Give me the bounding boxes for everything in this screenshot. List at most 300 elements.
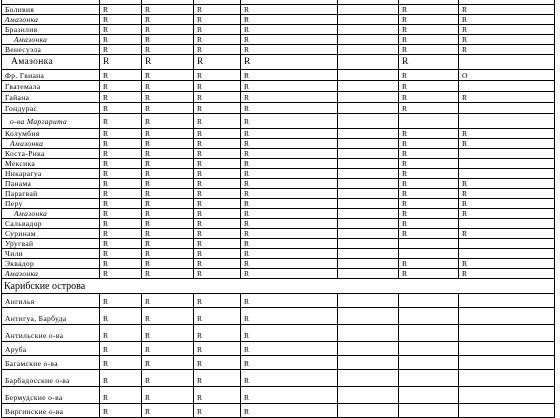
mark-cell: R [100, 159, 142, 169]
table-body-americas [2, 0, 555, 279]
country-name-cell: Антигуа, Барбуда [2, 308, 100, 325]
mark-cell: R [399, 129, 459, 139]
mark-cell: R [194, 209, 241, 219]
mark-cell: R [100, 35, 142, 45]
table-row [2, 81, 555, 92]
mark-cell [338, 5, 399, 15]
mark-cell [338, 387, 399, 404]
mark-cell: R [241, 239, 338, 249]
country-name-cell: Панама [2, 179, 100, 189]
mark-cell: R [142, 114, 194, 129]
table-row [2, 149, 555, 159]
mark-cell: R [194, 45, 241, 55]
mark-cell [399, 370, 459, 387]
mark-cell [459, 159, 555, 169]
mark-cell: R [241, 219, 338, 229]
mark-cell: R [142, 249, 194, 259]
table-row [2, 92, 555, 103]
mark-cell [338, 159, 399, 169]
mark-cell [338, 114, 399, 129]
mark-cell: R [459, 5, 555, 15]
table-row [2, 404, 555, 418]
table-row [2, 387, 555, 404]
mark-cell: R [194, 387, 241, 404]
mark-cell: R [100, 404, 142, 418]
mark-cell: R [241, 92, 338, 103]
mark-cell: R [100, 149, 142, 159]
mark-cell: R [241, 179, 338, 189]
mark-cell: R [241, 404, 338, 418]
mark-cell [338, 189, 399, 199]
mark-cell: R [142, 45, 194, 55]
mark-cell [338, 370, 399, 387]
mark-cell: R [399, 5, 459, 15]
mark-cell: R [142, 356, 194, 370]
mark-cell: R [241, 209, 338, 219]
mark-cell [459, 294, 555, 308]
country-name-cell: Гайана [2, 92, 100, 103]
country-name-cell: Амазонка [2, 55, 100, 70]
mark-cell: R [241, 25, 338, 35]
mark-cell: R [194, 219, 241, 229]
country-name-cell: Боливия [2, 5, 100, 15]
mark-cell: R [194, 179, 241, 189]
table-body-caribbean [2, 294, 555, 418]
mark-cell: R [459, 129, 555, 139]
mark-cell: R [194, 35, 241, 45]
mark-cell: R [241, 139, 338, 149]
mark-cell [338, 81, 399, 92]
mark-cell: R [399, 159, 459, 169]
mark-cell [459, 308, 555, 325]
mark-cell: R [142, 179, 194, 189]
table-row [2, 356, 555, 370]
mark-cell [399, 249, 459, 259]
mark-cell: R [194, 169, 241, 179]
mark-cell: R [142, 25, 194, 35]
mark-cell: R [194, 55, 241, 70]
mark-cell: R [194, 114, 241, 129]
mark-cell [338, 259, 399, 269]
mark-cell: R [142, 342, 194, 356]
country-name-cell: Ангилья [2, 294, 100, 308]
mark-cell [459, 387, 555, 404]
mark-cell [338, 269, 399, 279]
country-risk-table [1, 0, 555, 418]
country-name-cell: Сальвадор [2, 219, 100, 229]
table-row [2, 342, 555, 356]
mark-cell: R [142, 294, 194, 308]
mark-cell [459, 342, 555, 356]
mark-cell [459, 55, 555, 70]
table-row [2, 269, 555, 279]
mark-cell: R [142, 139, 194, 149]
mark-cell: R [459, 15, 555, 25]
country-name-cell: Виргинские о-ва [2, 404, 100, 418]
mark-cell: R [100, 209, 142, 219]
country-name-cell: Амазонка [2, 35, 100, 45]
mark-cell: R [459, 25, 555, 35]
table-row [2, 179, 555, 189]
mark-cell [459, 81, 555, 92]
mark-cell: R [100, 70, 142, 81]
section-header-row [2, 279, 555, 294]
table-row [2, 55, 555, 70]
mark-cell: R [100, 219, 142, 229]
mark-cell: R [100, 139, 142, 149]
mark-cell: R [241, 70, 338, 81]
mark-cell: R [399, 103, 459, 114]
table-row [2, 189, 555, 199]
mark-cell [399, 294, 459, 308]
mark-cell: R [194, 356, 241, 370]
mark-cell: R [100, 55, 142, 70]
mark-cell [399, 308, 459, 325]
mark-cell: R [100, 199, 142, 209]
mark-cell [338, 356, 399, 370]
mark-cell: R [100, 356, 142, 370]
mark-cell: R [194, 5, 241, 15]
mark-cell: R [100, 249, 142, 259]
mark-cell: R [241, 45, 338, 55]
mark-cell: R [241, 308, 338, 325]
mark-cell [459, 114, 555, 129]
mark-cell: R [241, 342, 338, 356]
mark-cell: R [399, 229, 459, 239]
mark-cell: R [399, 139, 459, 149]
table-row [2, 25, 555, 35]
table-row [2, 229, 555, 239]
mark-cell [338, 15, 399, 25]
mark-cell: R [399, 259, 459, 269]
country-name-cell: Багамские о-ва [2, 356, 100, 370]
mark-cell: R [142, 92, 194, 103]
mark-cell: R [142, 387, 194, 404]
mark-cell [338, 25, 399, 35]
mark-cell: R [459, 259, 555, 269]
mark-cell: R [459, 199, 555, 209]
country-name-cell: Чили [2, 249, 100, 259]
mark-cell [399, 114, 459, 129]
mark-cell: R [142, 370, 194, 387]
mark-cell: R [241, 229, 338, 239]
mark-cell: R [142, 129, 194, 139]
mark-cell [338, 325, 399, 342]
mark-cell: R [100, 5, 142, 15]
country-name-cell: Суринам [2, 229, 100, 239]
mark-cell: R [399, 45, 459, 55]
mark-cell: R [100, 114, 142, 129]
country-name-cell: Коста-Рика [2, 149, 100, 159]
mark-cell: R [194, 70, 241, 81]
mark-cell [459, 103, 555, 114]
mark-cell: R [241, 189, 338, 199]
mark-cell [459, 370, 555, 387]
table-row [2, 370, 555, 387]
mark-cell [399, 239, 459, 249]
mark-cell: R [100, 81, 142, 92]
mark-cell: R [142, 404, 194, 418]
mark-cell: R [399, 269, 459, 279]
mark-cell: R [100, 294, 142, 308]
mark-cell [459, 219, 555, 229]
mark-cell: R [142, 55, 194, 70]
mark-cell [459, 249, 555, 259]
mark-cell: R [194, 149, 241, 159]
mark-cell: R [100, 325, 142, 342]
mark-cell [338, 129, 399, 139]
country-name-cell: Фр. Гвиана [2, 70, 100, 81]
mark-cell [338, 404, 399, 418]
country-name-cell: Колумбия [2, 129, 100, 139]
country-name-cell: Уругвай [2, 239, 100, 249]
mark-cell: R [142, 239, 194, 249]
country-name-cell: Амазонка [2, 139, 100, 149]
mark-cell: R [194, 269, 241, 279]
mark-cell: R [100, 25, 142, 35]
mark-cell: R [142, 269, 194, 279]
table-row [2, 249, 555, 259]
mark-cell: R [194, 92, 241, 103]
mark-cell: R [194, 404, 241, 418]
country-name-cell: Никарагуа [2, 169, 100, 179]
mark-cell: R [100, 259, 142, 269]
mark-cell: R [241, 325, 338, 342]
mark-cell [459, 404, 555, 418]
mark-cell [338, 342, 399, 356]
mark-cell: R [459, 45, 555, 55]
mark-cell: R [194, 25, 241, 35]
mark-cell: R [241, 249, 338, 259]
country-name-cell: Перу [2, 199, 100, 209]
mark-cell: R [241, 149, 338, 159]
country-name-cell: Амазонка [2, 15, 100, 25]
country-name-cell: о-ва Маргарита [2, 114, 100, 129]
mark-cell: R [194, 189, 241, 199]
mark-cell: R [142, 169, 194, 179]
mark-cell [338, 294, 399, 308]
mark-cell [338, 249, 399, 259]
mark-cell: R [142, 159, 194, 169]
mark-cell: R [100, 129, 142, 139]
mark-cell: R [399, 199, 459, 209]
mark-cell [338, 229, 399, 239]
mark-cell: R [100, 189, 142, 199]
mark-cell: R [194, 81, 241, 92]
mark-cell: R [399, 92, 459, 103]
table-row [2, 129, 555, 139]
table-row [2, 114, 555, 129]
mark-cell [399, 356, 459, 370]
mark-cell: R [142, 103, 194, 114]
mark-cell: R [142, 81, 194, 92]
mark-cell [399, 387, 459, 404]
mark-cell: R [399, 189, 459, 199]
country-name-cell: Венесуэла [2, 45, 100, 55]
mark-cell: R [399, 219, 459, 229]
mark-cell: R [142, 219, 194, 229]
mark-cell: R [399, 81, 459, 92]
mark-cell: R [100, 387, 142, 404]
mark-cell [338, 139, 399, 149]
country-name-cell: Гватемала [2, 81, 100, 92]
mark-cell [338, 149, 399, 159]
mark-cell: R [194, 325, 241, 342]
mark-cell: R [194, 239, 241, 249]
mark-cell: R [100, 92, 142, 103]
country-name-cell: Мексика [2, 159, 100, 169]
mark-cell: R [194, 370, 241, 387]
country-name-cell: Антильские о-ва [2, 325, 100, 342]
mark-cell: R [142, 5, 194, 15]
mark-cell: R [142, 229, 194, 239]
mark-cell [399, 404, 459, 418]
mark-cell: R [194, 139, 241, 149]
table-row [2, 159, 555, 169]
mark-cell: R [399, 169, 459, 179]
mark-cell: R [399, 179, 459, 189]
country-name-cell: Амазонка [2, 209, 100, 219]
table-row [2, 35, 555, 45]
section-title: Карибские острова [2, 279, 555, 294]
mark-cell: R [241, 55, 338, 70]
mark-cell [338, 219, 399, 229]
table-row [2, 219, 555, 229]
mark-cell: R [194, 308, 241, 325]
mark-cell: R [399, 149, 459, 159]
mark-cell [338, 55, 399, 70]
mark-cell: R [142, 189, 194, 199]
mark-cell: R [194, 294, 241, 308]
mark-cell: R [459, 92, 555, 103]
table-row [2, 199, 555, 209]
mark-cell: R [459, 229, 555, 239]
mark-cell: R [241, 370, 338, 387]
mark-cell [338, 70, 399, 81]
table-row [2, 70, 555, 81]
mark-cell: R [241, 169, 338, 179]
mark-cell: R [399, 55, 459, 70]
mark-cell: R [241, 159, 338, 169]
mark-cell: R [459, 269, 555, 279]
country-name-cell: Парагвай [2, 189, 100, 199]
mark-cell: R [100, 269, 142, 279]
mark-cell: R [100, 179, 142, 189]
mark-cell: R [100, 45, 142, 55]
mark-cell [338, 239, 399, 249]
table-row [2, 103, 555, 114]
mark-cell: R [100, 103, 142, 114]
mark-cell: R [142, 209, 194, 219]
mark-cell [459, 169, 555, 179]
mark-cell: R [241, 81, 338, 92]
table-section-caribbean [2, 279, 555, 294]
mark-cell: R [194, 129, 241, 139]
mark-cell: R [241, 294, 338, 308]
mark-cell: R [241, 269, 338, 279]
mark-cell [459, 325, 555, 342]
mark-cell: R [459, 179, 555, 189]
mark-cell: R [241, 114, 338, 129]
table-row [2, 45, 555, 55]
mark-cell: R [241, 129, 338, 139]
mark-cell: R [142, 308, 194, 325]
country-name-cell: Гондурас [2, 103, 100, 114]
mark-cell: R [194, 15, 241, 25]
mark-cell: R [241, 5, 338, 15]
table-row [2, 325, 555, 342]
mark-cell: R [142, 199, 194, 209]
table-row [2, 15, 555, 25]
country-name-cell: Барбадосские о-ва [2, 370, 100, 387]
mark-cell: R [142, 149, 194, 159]
table-row [2, 5, 555, 15]
mark-cell [459, 239, 555, 249]
mark-cell: R [194, 249, 241, 259]
mark-cell [459, 356, 555, 370]
mark-cell: R [194, 229, 241, 239]
mark-cell: R [194, 103, 241, 114]
mark-cell: R [194, 199, 241, 209]
mark-cell: R [399, 35, 459, 45]
mark-cell: R [100, 342, 142, 356]
country-name-cell: Аруба [2, 342, 100, 356]
mark-cell: R [142, 15, 194, 25]
mark-cell: R [142, 325, 194, 342]
mark-cell: R [241, 15, 338, 25]
table-row [2, 209, 555, 219]
mark-cell [399, 325, 459, 342]
mark-cell [459, 149, 555, 159]
table-row [2, 294, 555, 308]
mark-cell [399, 342, 459, 356]
country-name-cell: Бермудские о-ва [2, 387, 100, 404]
table-row [2, 259, 555, 269]
table-row [2, 139, 555, 149]
mark-cell: R [142, 70, 194, 81]
mark-cell: R [459, 139, 555, 149]
mark-cell: R [399, 209, 459, 219]
country-name-cell: Бразилия [2, 25, 100, 35]
mark-cell: R [241, 35, 338, 45]
mark-cell: R [142, 35, 194, 45]
mark-cell: R [399, 25, 459, 35]
mark-cell: O [459, 70, 555, 81]
table-row [2, 169, 555, 179]
mark-cell: R [241, 387, 338, 404]
mark-cell [338, 103, 399, 114]
table-row [2, 308, 555, 325]
mark-cell: R [241, 199, 338, 209]
mark-cell: R [241, 259, 338, 269]
mark-cell: R [100, 239, 142, 249]
mark-cell: R [399, 15, 459, 25]
mark-cell: R [459, 35, 555, 45]
mark-cell: R [241, 356, 338, 370]
mark-cell: R [100, 229, 142, 239]
mark-cell [338, 179, 399, 189]
mark-cell: R [100, 15, 142, 25]
mark-cell: R [194, 259, 241, 269]
mark-cell: R [399, 70, 459, 81]
mark-cell: R [194, 159, 241, 169]
mark-cell: R [241, 103, 338, 114]
mark-cell [338, 209, 399, 219]
mark-cell: R [142, 259, 194, 269]
mark-cell [338, 45, 399, 55]
mark-cell: R [100, 370, 142, 387]
mark-cell [338, 92, 399, 103]
